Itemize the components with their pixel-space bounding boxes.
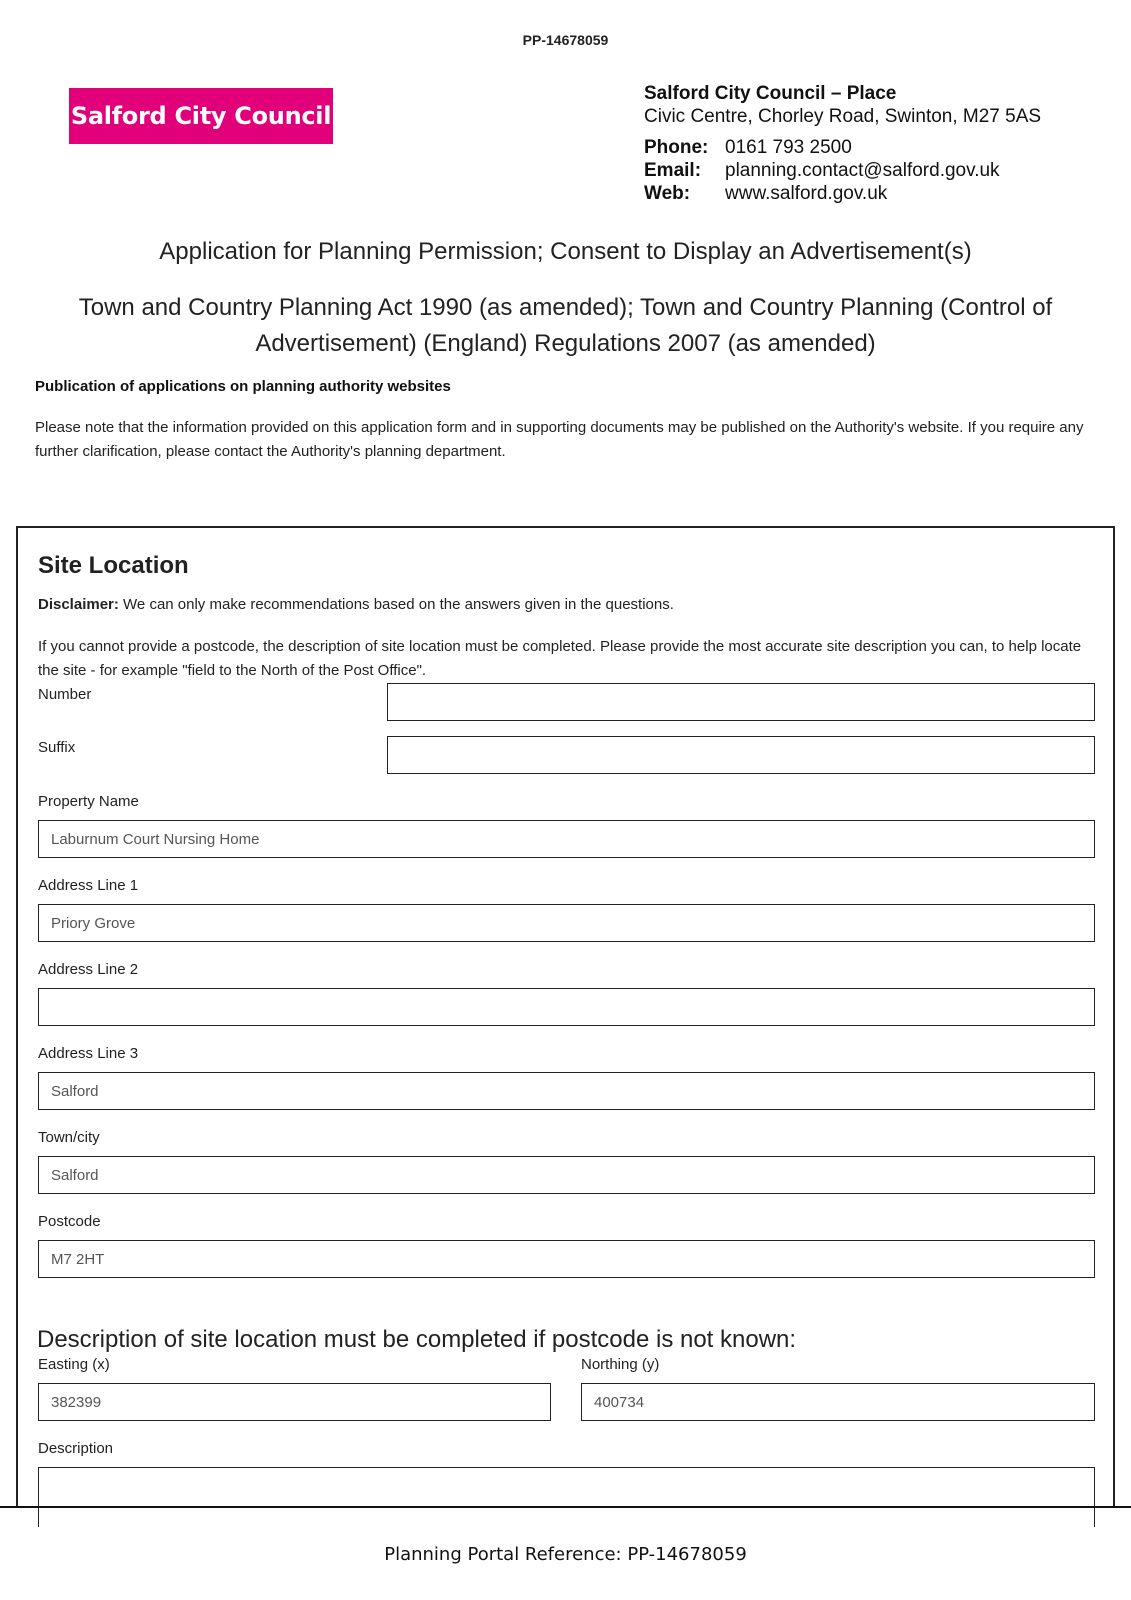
document-reference: PP-14678059 xyxy=(522,32,609,48)
description-label: Description xyxy=(38,1440,114,1457)
contact-block xyxy=(644,82,1114,205)
section-title: Site Location xyxy=(38,552,189,579)
postcode-info: If you cannot provide a postcode, the description of site location must be completed. Please provide the most accurate site description you can, to help locate the site - for example "field to the North of the Post Office". xyxy=(38,638,1082,679)
footer-reference: Planning Portal Reference: PP-14678059 xyxy=(384,1544,747,1565)
address-line-2-label: Address Line 2 xyxy=(38,961,139,978)
phone-row xyxy=(644,136,1114,159)
address-line-3-field[interactable]: Salford xyxy=(38,1072,1095,1110)
site-location-section xyxy=(16,526,1115,1506)
publication-text: Please note that the information provided on this application form and in supporting documents may be published on the Authority's website. If you require any further clarification, please contact the Authority's planning department. xyxy=(35,419,1084,460)
org-name: Salford City Council – Place xyxy=(644,83,897,104)
publication-heading: Publication of applications on planning authority websites xyxy=(35,378,451,395)
northing-field[interactable]: 400734 xyxy=(581,1383,1095,1421)
description-heading: Description of site location must be completed if postcode is not known: xyxy=(37,1326,797,1353)
property-name-label: Property Name xyxy=(38,793,139,810)
postcode-label: Postcode xyxy=(38,1213,101,1230)
form-legislation: Town and Country Planning Act 1990 (as amended); Town and Country Planning (Control of Advertisement) (England) Regulations 2007 (as amended) xyxy=(78,294,1053,357)
number-field[interactable] xyxy=(387,683,1095,721)
postcode-field[interactable]: M7 2HT xyxy=(38,1240,1095,1278)
easting-field[interactable]: 382399 xyxy=(38,1383,551,1421)
address-line-1-field[interactable]: Priory Grove xyxy=(38,904,1095,942)
town-field[interactable]: Salford xyxy=(38,1156,1095,1194)
org-address: Civic Centre, Chorley Road, Swinton, M27 5AS xyxy=(644,106,1042,127)
email-value: planning.contact@salford.gov.uk xyxy=(725,160,1000,181)
address-line-3-label: Address Line 3 xyxy=(38,1045,139,1062)
number-label: Number xyxy=(38,686,92,703)
disclaimer-label: Disclaimer: xyxy=(38,596,119,613)
suffix-label: Suffix xyxy=(38,739,76,756)
page-divider xyxy=(0,1506,1131,1508)
suffix-field[interactable] xyxy=(387,736,1095,774)
council-logo: Salford City Council xyxy=(69,88,333,144)
phone-label: Phone: xyxy=(644,137,709,158)
email-row xyxy=(644,159,1114,182)
web-value: www.salford.gov.uk xyxy=(725,183,888,204)
phone-value: 0161 793 2500 xyxy=(725,137,852,158)
town-label: Town/city xyxy=(38,1129,100,1146)
web-row xyxy=(644,182,1114,205)
address-line-1-label: Address Line 1 xyxy=(38,877,139,894)
disclaimer xyxy=(38,596,674,613)
northing-label: Northing (y) xyxy=(581,1356,660,1373)
easting-label: Easting (x) xyxy=(38,1356,110,1373)
disclaimer-text: We can only make recommendations based on the answers given in the questions. xyxy=(118,596,674,613)
web-label: Web: xyxy=(644,183,691,204)
property-name-field[interactable]: Laburnum Court Nursing Home xyxy=(38,820,1095,858)
form-title: Application for Planning Permission; Consent to Display an Advertisement(s) xyxy=(159,238,972,265)
email-label: Email: xyxy=(644,160,702,181)
description-field[interactable] xyxy=(38,1467,1095,1527)
address-line-2-field[interactable] xyxy=(38,988,1095,1026)
